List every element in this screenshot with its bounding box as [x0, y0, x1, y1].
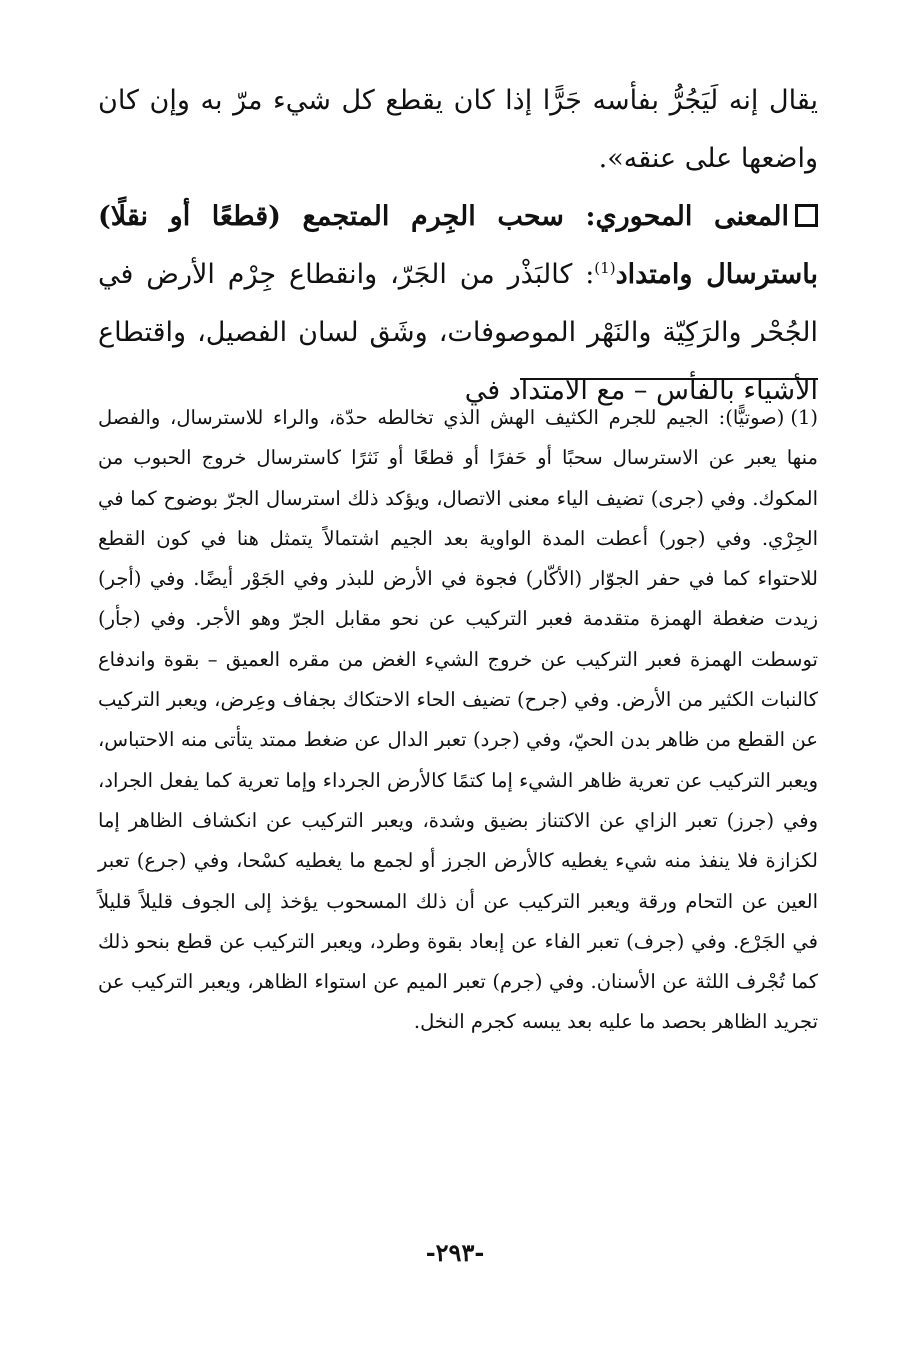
- footnote-separator: [520, 378, 818, 380]
- footnote: [98, 398, 818, 1043]
- footnote-number: (1): [790, 406, 818, 429]
- core-meaning-heading: المعنى المحوري: سحب الجِرم المتجمع (قطعًا أو نقلًا) باسترسال وامتداد: [98, 201, 818, 290]
- page-number: -٢٩٣-: [425, 1238, 485, 1267]
- footnote-reference: (1): [594, 259, 616, 277]
- main-text: [98, 72, 818, 420]
- paragraph-1: يقال إنه لَيَجُرُّ بفأسه جَرًّا إذا كان يقطع كل شيء مرّ به وإن كان واضعها على عنقه».: [98, 85, 818, 174]
- footnote-text: (صوتيًّا): الجيم للجرم الكثيف الهش الذي تخالطه حدّة، والراء للاسترسال، والفصل منها يعبر عن الاسترسال سحبًا أو حَفرًا أو قطعًا أو نَثرًا كاسترسال خروج الحبوب من المكوك. وفي (جرى) تضيف الياء معنى الاتصال، ويؤكد ذلك استرسال الجرّ بوضوح كما في الجِرْي. وفي (جور) أعطت المدة الواوية بعد الجيم اشتمالاً يتمثل هنا في كون القطع للاحتواء كما في حفر الجوّار (الأكّار) فجوة في الأرض للبذر وفي الجَوْر أيضًا. وفي (أجر) زيدت ضغطة الهمزة متقدمة فعبر التركيب عن نحو مقابل الجرّ وهو الأجر. وفي (جأر) توسطت الهمزة فعبر التركيب عن خروج الشيء الغض من مقره العميق – بقوة واندفاع كالنبات الكثير من الأرض. وفي (جرح) تضيف الحاء الاحتكاك بجفاف وعِرض، ويعبر التركيب عن القطع من ظاهر بدن الحيّ، وفي (جرد) تعبر الدال عن ضغط ممتد يتأتى منه الاحتباس، ويعبر التركيب عن تعرية ظاهر الشيء إما كتمًا كالأرض الجرداء وإما تعرية كما يفعل الجراد، وفي (جرز) تعبر الزاي عن الاكتناز بضيق وشدة، ويعبر التركيب عن انكشاف الظاهر إما لكزازة فلا ينفذ منه شيء يغطيه كالأرض الجرز أو لجمع ما يغطيه كسْحا، وفي (جرع) تعبر العين عن التحام ورقة ويعبر التركيب عن أن ذلك المسحوب يؤخذ إلى الجوف قليلاً قليلاً في الجَرْع. وفي (جرف) تعبر الفاء عن إبعاد بقوة وطرد، ويعبر التركيب عن قطع بنحو ذلك كما تُجْرف اللثة عن الأسنان. وفي (جرم) تعبر الميم عن استواء الظاهر، ويعبر التركيب عن تجريد الظاهر بحصد ما عليه بعد يبسه كجرم النخل.: [98, 406, 818, 1034]
- checkbox-square-icon: [795, 204, 818, 227]
- paragraph-2-body: : كالبَذْر من الجَرّ، وانقطاع جِرْم الأرض في الجُحْر والرَكِيّة والنَهْر الموصوفات، وشَق لسان الفصيل، واقتطاع الأشياء بالفأس – مع الامتداد في: [98, 259, 818, 406]
- paragraph-2: [98, 188, 818, 420]
